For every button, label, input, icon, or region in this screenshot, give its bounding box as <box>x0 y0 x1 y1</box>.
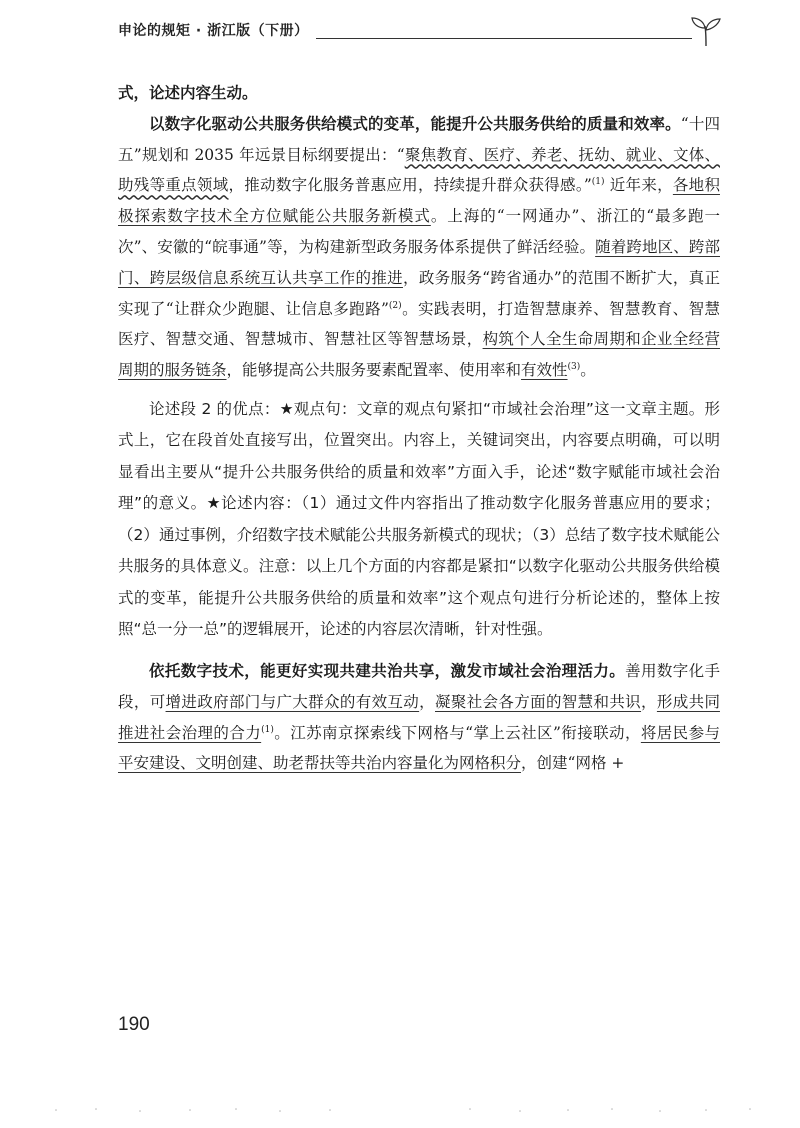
topic-sentence: 以数字化驱动公共服务供给模式的变革，能提升公共服务供给的质量和效率。 <box>149 114 681 133</box>
page-number: 190 <box>118 1014 150 1035</box>
page-body <box>118 78 720 779</box>
text-span: ，推动数字化服务普惠应用，持续提升群众获得感。” <box>228 176 592 195</box>
paragraph-co-governance <box>118 656 720 779</box>
sprout-icon <box>688 14 724 48</box>
text-span: 。上海的“一网通办”、浙江的“最多跑一次”、安徽的“皖事通”等，为构建新型政务服务体系提供了鲜活经验。 <box>118 207 720 256</box>
underlined-text: 形成共同推进社会治理的合力 <box>118 692 720 742</box>
text-span: 近年来， <box>604 176 673 195</box>
citation-mark: (2) <box>388 300 402 311</box>
wavy-underlined-text: 聚焦教育、医疗、养老、抚幼、就业、文体、助残等重点领域 <box>118 145 720 195</box>
citation-mark: (1) <box>591 177 605 188</box>
text-span: ， <box>641 692 657 711</box>
text-span: 。江苏南京探索线下网格与“掌上云社区”衔接联动， <box>273 723 641 742</box>
citation-mark: (3) <box>567 362 581 373</box>
text-span: 。 <box>580 361 596 380</box>
text-span: 。实践表明，打造智慧康养、智慧教育、智慧医疗、智慧交通、智慧城市、智慧社区等智慧场景， <box>118 299 720 349</box>
underlined-text: 构筑个人全生命周期和企业全经营周期的服务链条 <box>118 330 720 380</box>
text-span: ，创建“网格 + <box>521 754 625 773</box>
header-rule <box>316 38 692 39</box>
underlined-text: 有效性 <box>521 361 568 380</box>
text-span: ， <box>419 692 435 711</box>
running-header <box>118 14 718 48</box>
underlined-text: 凝聚社会各方面的智慧和共识 <box>435 692 642 711</box>
underlined-text: 随着跨地区、跨部门、跨层级信息系统互认共享工作的推进 <box>118 237 720 287</box>
text-span: “十四五”规划和 2035 年远景目标纲要提出：“ <box>118 114 720 164</box>
text-span: ，政务服务“跨省通办”的范围不断扩大，真正实现了“让群众少跑腿、让信息多跑路” <box>118 268 720 318</box>
topic-sentence: 依托数字技术，能更好实现共建共治共享，激发市域社会治理活力。 <box>149 661 626 680</box>
paragraph-commentary: 论述段 2 的优点：★观点句：文章的观点句紧扣“市域社会治理”这一文章主题。形式上，它在段首处直接写出，位置突出。内容上，关键词突出，内容要点明确，可以明显看出主要从“提升公共服务供给的质量和效率”方面入手，论述“数字赋能市域社会治理”的意义。★论述内容：（1）通过文件内容指出了推动数字化服务普惠应用的要求；（2）通过事例，介绍数字技术赋能公共服务新模式的现状；（3）总结了数字技术赋能公共服务的具体意义。注意：以上几个方面的内容都是紧扣“以数字化驱动公共服务供给模式的变革，能提升公共服务供给的质量和效率”这个观点句进行分析论述的，整体上按照“总一分一总”的逻辑展开，论述的内容层次清晰，针对性强。 <box>118 399 720 639</box>
citation-mark: (1) <box>261 724 274 735</box>
text-span: ，能够提高公共服务要素配置率、使用率和 <box>226 361 522 380</box>
text-span: 善用数字化手段，可 <box>118 661 720 711</box>
scan-artifact <box>0 1098 800 1118</box>
paragraph-continuation: 式，论述内容生动。 <box>118 84 258 102</box>
running-header-title: 申论的规矩 · 浙江版（下册） <box>118 23 309 39</box>
underlined-text: 各地积极探索数字技术全方位赋能公共服务新模式 <box>118 176 720 226</box>
paragraph-public-service <box>118 109 720 386</box>
underlined-text: 将居民参与平安建设、文明创建、助老帮扶等共治内容量化为网格积分 <box>118 723 720 773</box>
underlined-text: 增进政府部门与广大群众的有效互动 <box>165 692 420 711</box>
